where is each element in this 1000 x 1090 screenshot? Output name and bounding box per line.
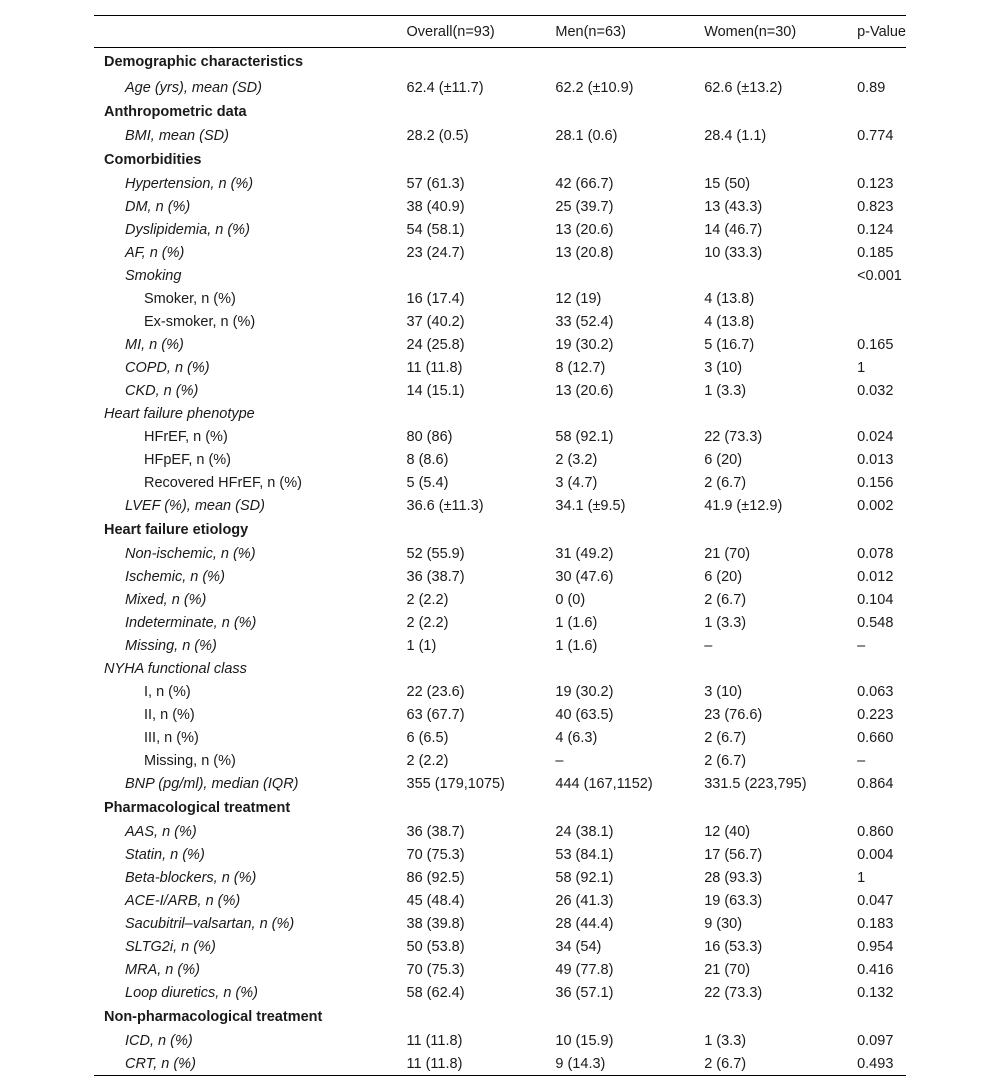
cell-pvalue: 0.012	[857, 569, 894, 585]
cell-overall: 80 (86)	[406, 429, 453, 445]
cell-women: 12 (40)	[704, 824, 751, 840]
cell-overall: 5 (5.4)	[406, 475, 449, 491]
cell-pvalue: 0.032	[857, 383, 894, 399]
row-label: DM, n (%)	[125, 199, 191, 215]
cell-men: 25 (39.7)	[555, 199, 614, 215]
cell-men: –	[555, 753, 564, 769]
section-row	[94, 1005, 906, 1030]
table-row	[94, 196, 906, 219]
cell-men: 34 (54)	[555, 939, 602, 955]
section-heading: Heart failure etiology	[104, 522, 249, 538]
cell-women: 2 (6.7)	[704, 475, 747, 491]
cell-men: 4 (6.3)	[555, 730, 598, 746]
cell-women: 331.5 (223,795)	[704, 776, 807, 792]
cell-men: 444 (167,1152)	[555, 776, 653, 792]
table-row	[94, 750, 906, 773]
cell-pvalue: 0.004	[857, 847, 894, 863]
header-overall: Overall(n=93)	[406, 23, 495, 40]
table-row	[94, 635, 906, 658]
cell-men: 28 (44.4)	[555, 916, 614, 932]
row-label: Missing, n (%)	[144, 753, 236, 769]
header-row	[94, 16, 906, 48]
cell-women: 17 (56.7)	[704, 847, 763, 863]
table-row	[94, 982, 906, 1005]
header-pvalue: p-Value	[857, 23, 906, 40]
cell-women: 3 (10)	[704, 684, 743, 700]
cell-women	[704, 265, 857, 288]
cell-overall: 70 (75.3)	[406, 962, 465, 978]
row-label: Mixed, n (%)	[125, 592, 207, 608]
cell-overall: 28.2 (0.5)	[406, 128, 469, 144]
cell-women: 62.6 (±13.2)	[704, 80, 783, 96]
cell-men: 13 (20.8)	[555, 245, 614, 261]
cell-men: 40 (63.5)	[555, 707, 614, 723]
cell-overall: 1 (1)	[406, 638, 437, 654]
cell-overall: 23 (24.7)	[406, 245, 465, 261]
cell-women: 21 (70)	[704, 546, 751, 562]
header-women: Women(n=30)	[704, 23, 797, 40]
cell-overall: 8 (8.6)	[406, 452, 449, 468]
cell-women: 41.9 (±12.9)	[704, 498, 783, 514]
section-row	[94, 518, 906, 543]
row-label: BNP (pg/ml), median (IQR)	[125, 776, 299, 792]
cell-men: 24 (38.1)	[555, 824, 614, 840]
table-row	[94, 844, 906, 867]
table-row	[94, 219, 906, 242]
row-label: MRA, n (%)	[125, 962, 200, 978]
cell-overall: 16 (17.4)	[406, 291, 465, 307]
cell-overall: 62.4 (±11.7)	[406, 80, 484, 96]
cell-women: 1 (3.3)	[704, 1033, 747, 1049]
row-label: CRT, n (%)	[125, 1055, 196, 1072]
row-label: Age (yrs), mean (SD)	[125, 80, 262, 96]
cell-overall: 36 (38.7)	[406, 569, 465, 585]
row-label: ACE-I/ARB, n (%)	[125, 893, 241, 909]
cell-women: 21 (70)	[704, 962, 751, 978]
cell-pvalue: 1	[857, 870, 866, 886]
cell-men: 31 (49.2)	[555, 546, 614, 562]
cell-overall: 38 (39.8)	[406, 916, 465, 932]
table-row	[94, 681, 906, 704]
cell-overall: 54 (58.1)	[406, 222, 465, 238]
row-label: MI, n (%)	[125, 337, 184, 353]
table-row	[94, 77, 906, 100]
cell-men: 33 (52.4)	[555, 314, 614, 330]
cell-women: 2 (6.7)	[704, 592, 747, 608]
table-row	[94, 288, 906, 311]
cell-women: 23 (76.6)	[704, 707, 763, 723]
table-row	[94, 913, 906, 936]
cell-pvalue: <0.001	[857, 268, 902, 284]
table-row	[94, 357, 906, 380]
row-label: Non-ischemic, n (%)	[125, 546, 256, 562]
cell-overall: 11 (11.8)	[406, 360, 463, 376]
cell-pvalue: 0.183	[857, 916, 894, 932]
cell-overall: 86 (92.5)	[406, 870, 465, 886]
row-label: COPD, n (%)	[125, 360, 210, 376]
cell-women: 4 (13.8)	[704, 291, 755, 307]
row-label: ICD, n (%)	[125, 1033, 193, 1049]
cell-pvalue: 0.548	[857, 615, 894, 631]
cell-women: 1 (3.3)	[704, 383, 747, 399]
cell-men: 9 (14.3)	[555, 1055, 606, 1072]
table-row	[94, 449, 906, 472]
cell-women: 6 (20)	[704, 452, 743, 468]
row-label: HFrEF, n (%)	[144, 429, 228, 445]
table-header	[94, 16, 906, 48]
row-label: Recovered HFrEF, n (%)	[144, 475, 302, 491]
cell-overall: 11 (11.8)	[406, 1055, 463, 1072]
cell-pvalue: 0.156	[857, 475, 894, 491]
cell-men: 49 (77.8)	[555, 962, 614, 978]
cell-men: 2 (3.2)	[555, 452, 598, 468]
cell-overall: 6 (6.5)	[406, 730, 449, 746]
section-row	[94, 48, 906, 77]
cell-pvalue: 0.864	[857, 776, 894, 792]
cell-overall: 70 (75.3)	[406, 847, 465, 863]
section-heading: Demographic characteristics	[104, 54, 304, 71]
section-row	[94, 148, 906, 173]
cell-pvalue	[857, 288, 906, 311]
table-row	[94, 727, 906, 750]
section-heading: Anthropometric data	[104, 104, 247, 120]
cell-men: 12 (19)	[555, 291, 602, 307]
table-row	[94, 472, 906, 495]
cell-pvalue: 0.416	[857, 962, 894, 978]
cell-women: 9 (30)	[704, 916, 743, 932]
cell-overall	[407, 265, 556, 288]
row-label: II, n (%)	[144, 707, 195, 723]
cell-women: 28.4 (1.1)	[704, 128, 767, 144]
cell-pvalue	[857, 311, 906, 334]
row-label: Dyslipidemia, n (%)	[125, 222, 250, 238]
row-label: CKD, n (%)	[125, 383, 199, 399]
table-row	[94, 125, 906, 148]
row-label: NYHA functional class	[104, 661, 247, 677]
section-row	[94, 100, 906, 125]
row-label: Indeterminate, n (%)	[125, 615, 257, 631]
cell-pvalue: 0.660	[857, 730, 894, 746]
row-label: Ischemic, n (%)	[125, 569, 225, 585]
cell-overall: 14 (15.1)	[406, 383, 465, 399]
table-row	[94, 612, 906, 635]
table-row	[94, 1030, 906, 1053]
section-heading: Non-pharmacological treatment	[104, 1009, 323, 1025]
cell-pvalue	[857, 658, 906, 681]
cell-overall: 2 (2.2)	[406, 615, 449, 631]
cell-men: 13 (20.6)	[555, 222, 614, 238]
row-label: LVEF (%), mean (SD)	[125, 498, 265, 514]
row-label: Missing, n (%)	[125, 638, 217, 654]
cell-men: 36 (57.1)	[555, 985, 614, 1001]
cell-pvalue: 0.185	[857, 245, 894, 261]
cell-overall: 50 (53.8)	[406, 939, 465, 955]
cell-pvalue: –	[857, 753, 866, 769]
table-row	[94, 936, 906, 959]
cell-overall	[407, 658, 556, 681]
cell-men: 0 (0)	[555, 592, 586, 608]
cell-men: 3 (4.7)	[555, 475, 598, 491]
cell-women: 4 (13.8)	[704, 314, 755, 330]
cell-pvalue: 0.013	[857, 452, 894, 468]
cell-men: 34.1 (±9.5)	[555, 498, 626, 514]
cell-men: 8 (12.7)	[555, 360, 606, 376]
row-label: SLTG2i, n (%)	[125, 939, 216, 955]
cell-overall: 24 (25.8)	[406, 337, 465, 353]
header-label	[94, 16, 407, 48]
table-row	[94, 543, 906, 566]
cell-pvalue: 0.493	[857, 1055, 894, 1072]
cell-overall: 11 (11.8)	[406, 1033, 463, 1049]
row-label: AAS, n (%)	[125, 824, 197, 840]
table-row	[94, 566, 906, 589]
cell-overall: 58 (62.4)	[406, 985, 465, 1001]
cell-women	[704, 658, 857, 681]
table-row	[94, 265, 906, 288]
table-row	[94, 334, 906, 357]
table-row	[94, 403, 906, 426]
cell-men: 26 (41.3)	[555, 893, 614, 909]
cell-women: 5 (16.7)	[704, 337, 755, 353]
cell-men: 58 (92.1)	[555, 870, 614, 886]
cell-overall	[407, 403, 556, 426]
cell-pvalue: 0.047	[857, 893, 894, 909]
table-row	[94, 658, 906, 681]
cell-pvalue: 0.89	[857, 80, 886, 96]
cell-women: 1 (3.3)	[704, 615, 747, 631]
table-row	[94, 495, 906, 518]
table-row	[94, 173, 906, 196]
cell-women: –	[704, 638, 713, 654]
row-label: Sacubitril–valsartan, n (%)	[125, 916, 295, 932]
cell-pvalue: –	[857, 638, 866, 654]
cell-pvalue: 0.063	[857, 684, 894, 700]
cell-overall: 2 (2.2)	[406, 592, 449, 608]
row-label: Ex-smoker, n (%)	[144, 314, 256, 330]
cell-men: 10 (15.9)	[555, 1033, 614, 1049]
row-label: Heart failure phenotype	[104, 406, 255, 422]
cell-overall: 63 (67.7)	[406, 707, 465, 723]
cell-pvalue: 0.097	[857, 1033, 894, 1049]
cell-overall: 37 (40.2)	[406, 314, 465, 330]
cell-pvalue: 0.104	[857, 592, 894, 608]
table-row	[94, 426, 906, 449]
cell-overall: 36.6 (±11.3)	[406, 498, 484, 514]
cell-pvalue: 0.124	[857, 222, 894, 238]
cell-women: 2 (6.7)	[704, 1055, 747, 1072]
table-row	[94, 1053, 906, 1076]
row-label: III, n (%)	[144, 730, 199, 746]
characteristics-table	[94, 15, 906, 1076]
cell-men: 19 (30.2)	[555, 684, 614, 700]
cell-women: 13 (43.3)	[704, 199, 763, 215]
cell-women	[704, 403, 857, 426]
cell-women: 6 (20)	[704, 569, 743, 585]
cell-overall: 52 (55.9)	[406, 546, 465, 562]
cell-men	[555, 403, 704, 426]
cell-men	[555, 658, 704, 681]
row-label: Hypertension, n (%)	[125, 176, 254, 192]
cell-pvalue: 0.024	[857, 429, 894, 445]
cell-men: 1 (1.6)	[555, 615, 598, 631]
cell-women: 10 (33.3)	[704, 245, 763, 261]
cell-pvalue: 0.823	[857, 199, 894, 215]
cell-women: 3 (10)	[704, 360, 743, 376]
table-row	[94, 821, 906, 844]
cell-pvalue: 0.223	[857, 707, 894, 723]
cell-overall: 36 (38.7)	[406, 824, 465, 840]
table-row	[94, 311, 906, 334]
cell-overall: 45 (48.4)	[406, 893, 465, 909]
cell-women: 22 (73.3)	[704, 429, 763, 445]
cell-pvalue: 0.123	[857, 176, 894, 192]
cell-men: 19 (30.2)	[555, 337, 614, 353]
cell-overall: 2 (2.2)	[406, 753, 449, 769]
table-row	[94, 890, 906, 913]
cell-women: 19 (63.3)	[704, 893, 763, 909]
cell-men: 53 (84.1)	[555, 847, 614, 863]
cell-pvalue: 0.954	[857, 939, 894, 955]
cell-pvalue: 0.002	[857, 498, 894, 514]
section-heading: Pharmacological treatment	[104, 800, 291, 816]
table-body	[94, 48, 906, 1076]
table-row	[94, 867, 906, 890]
table-row	[94, 959, 906, 982]
cell-pvalue: 0.132	[857, 985, 894, 1001]
cell-overall: 38 (40.9)	[406, 199, 465, 215]
table-row	[94, 704, 906, 727]
cell-men: 13 (20.6)	[555, 383, 614, 399]
cell-pvalue: 0.078	[857, 546, 894, 562]
cell-men: 42 (66.7)	[555, 176, 614, 192]
section-row	[94, 796, 906, 821]
cell-overall: 355 (179,1075)	[406, 776, 505, 792]
row-label: Smoking	[125, 268, 182, 284]
table-row	[94, 589, 906, 612]
table-row	[94, 773, 906, 796]
cell-overall: 22 (23.6)	[406, 684, 465, 700]
row-label: Statin, n (%)	[125, 847, 205, 863]
cell-men: 62.2 (±10.9)	[555, 80, 634, 96]
cell-men	[555, 265, 704, 288]
section-heading: Comorbidities	[104, 152, 202, 168]
row-label: Loop diuretics, n (%)	[125, 985, 258, 1001]
row-label: Smoker, n (%)	[144, 291, 236, 307]
cell-men: 58 (92.1)	[555, 429, 614, 445]
cell-women: 2 (6.7)	[704, 730, 747, 746]
row-label: AF, n (%)	[125, 245, 185, 261]
cell-men: 30 (47.6)	[555, 569, 614, 585]
header-men: Men(n=63)	[555, 23, 626, 40]
cell-women: 2 (6.7)	[704, 753, 747, 769]
row-label: HFpEF, n (%)	[144, 452, 232, 468]
cell-pvalue: 1	[857, 360, 866, 376]
cell-women: 15 (50)	[704, 176, 751, 192]
cell-men: 1 (1.6)	[555, 638, 598, 654]
row-label: I, n (%)	[144, 684, 191, 700]
cell-pvalue: 0.860	[857, 824, 894, 840]
table-row	[94, 242, 906, 265]
cell-men: 28.1 (0.6)	[555, 128, 618, 144]
cell-pvalue: 0.165	[857, 337, 894, 353]
cell-pvalue	[857, 403, 906, 426]
row-label: Beta-blockers, n (%)	[125, 870, 257, 886]
table-row	[94, 380, 906, 403]
cell-pvalue: 0.774	[857, 128, 894, 144]
cell-women: 28 (93.3)	[704, 870, 763, 886]
row-label: BMI, mean (SD)	[125, 128, 229, 144]
cell-women: 14 (46.7)	[704, 222, 763, 238]
cell-women: 22 (73.3)	[704, 985, 763, 1001]
cell-overall: 57 (61.3)	[406, 176, 465, 192]
cell-women: 16 (53.3)	[704, 939, 763, 955]
